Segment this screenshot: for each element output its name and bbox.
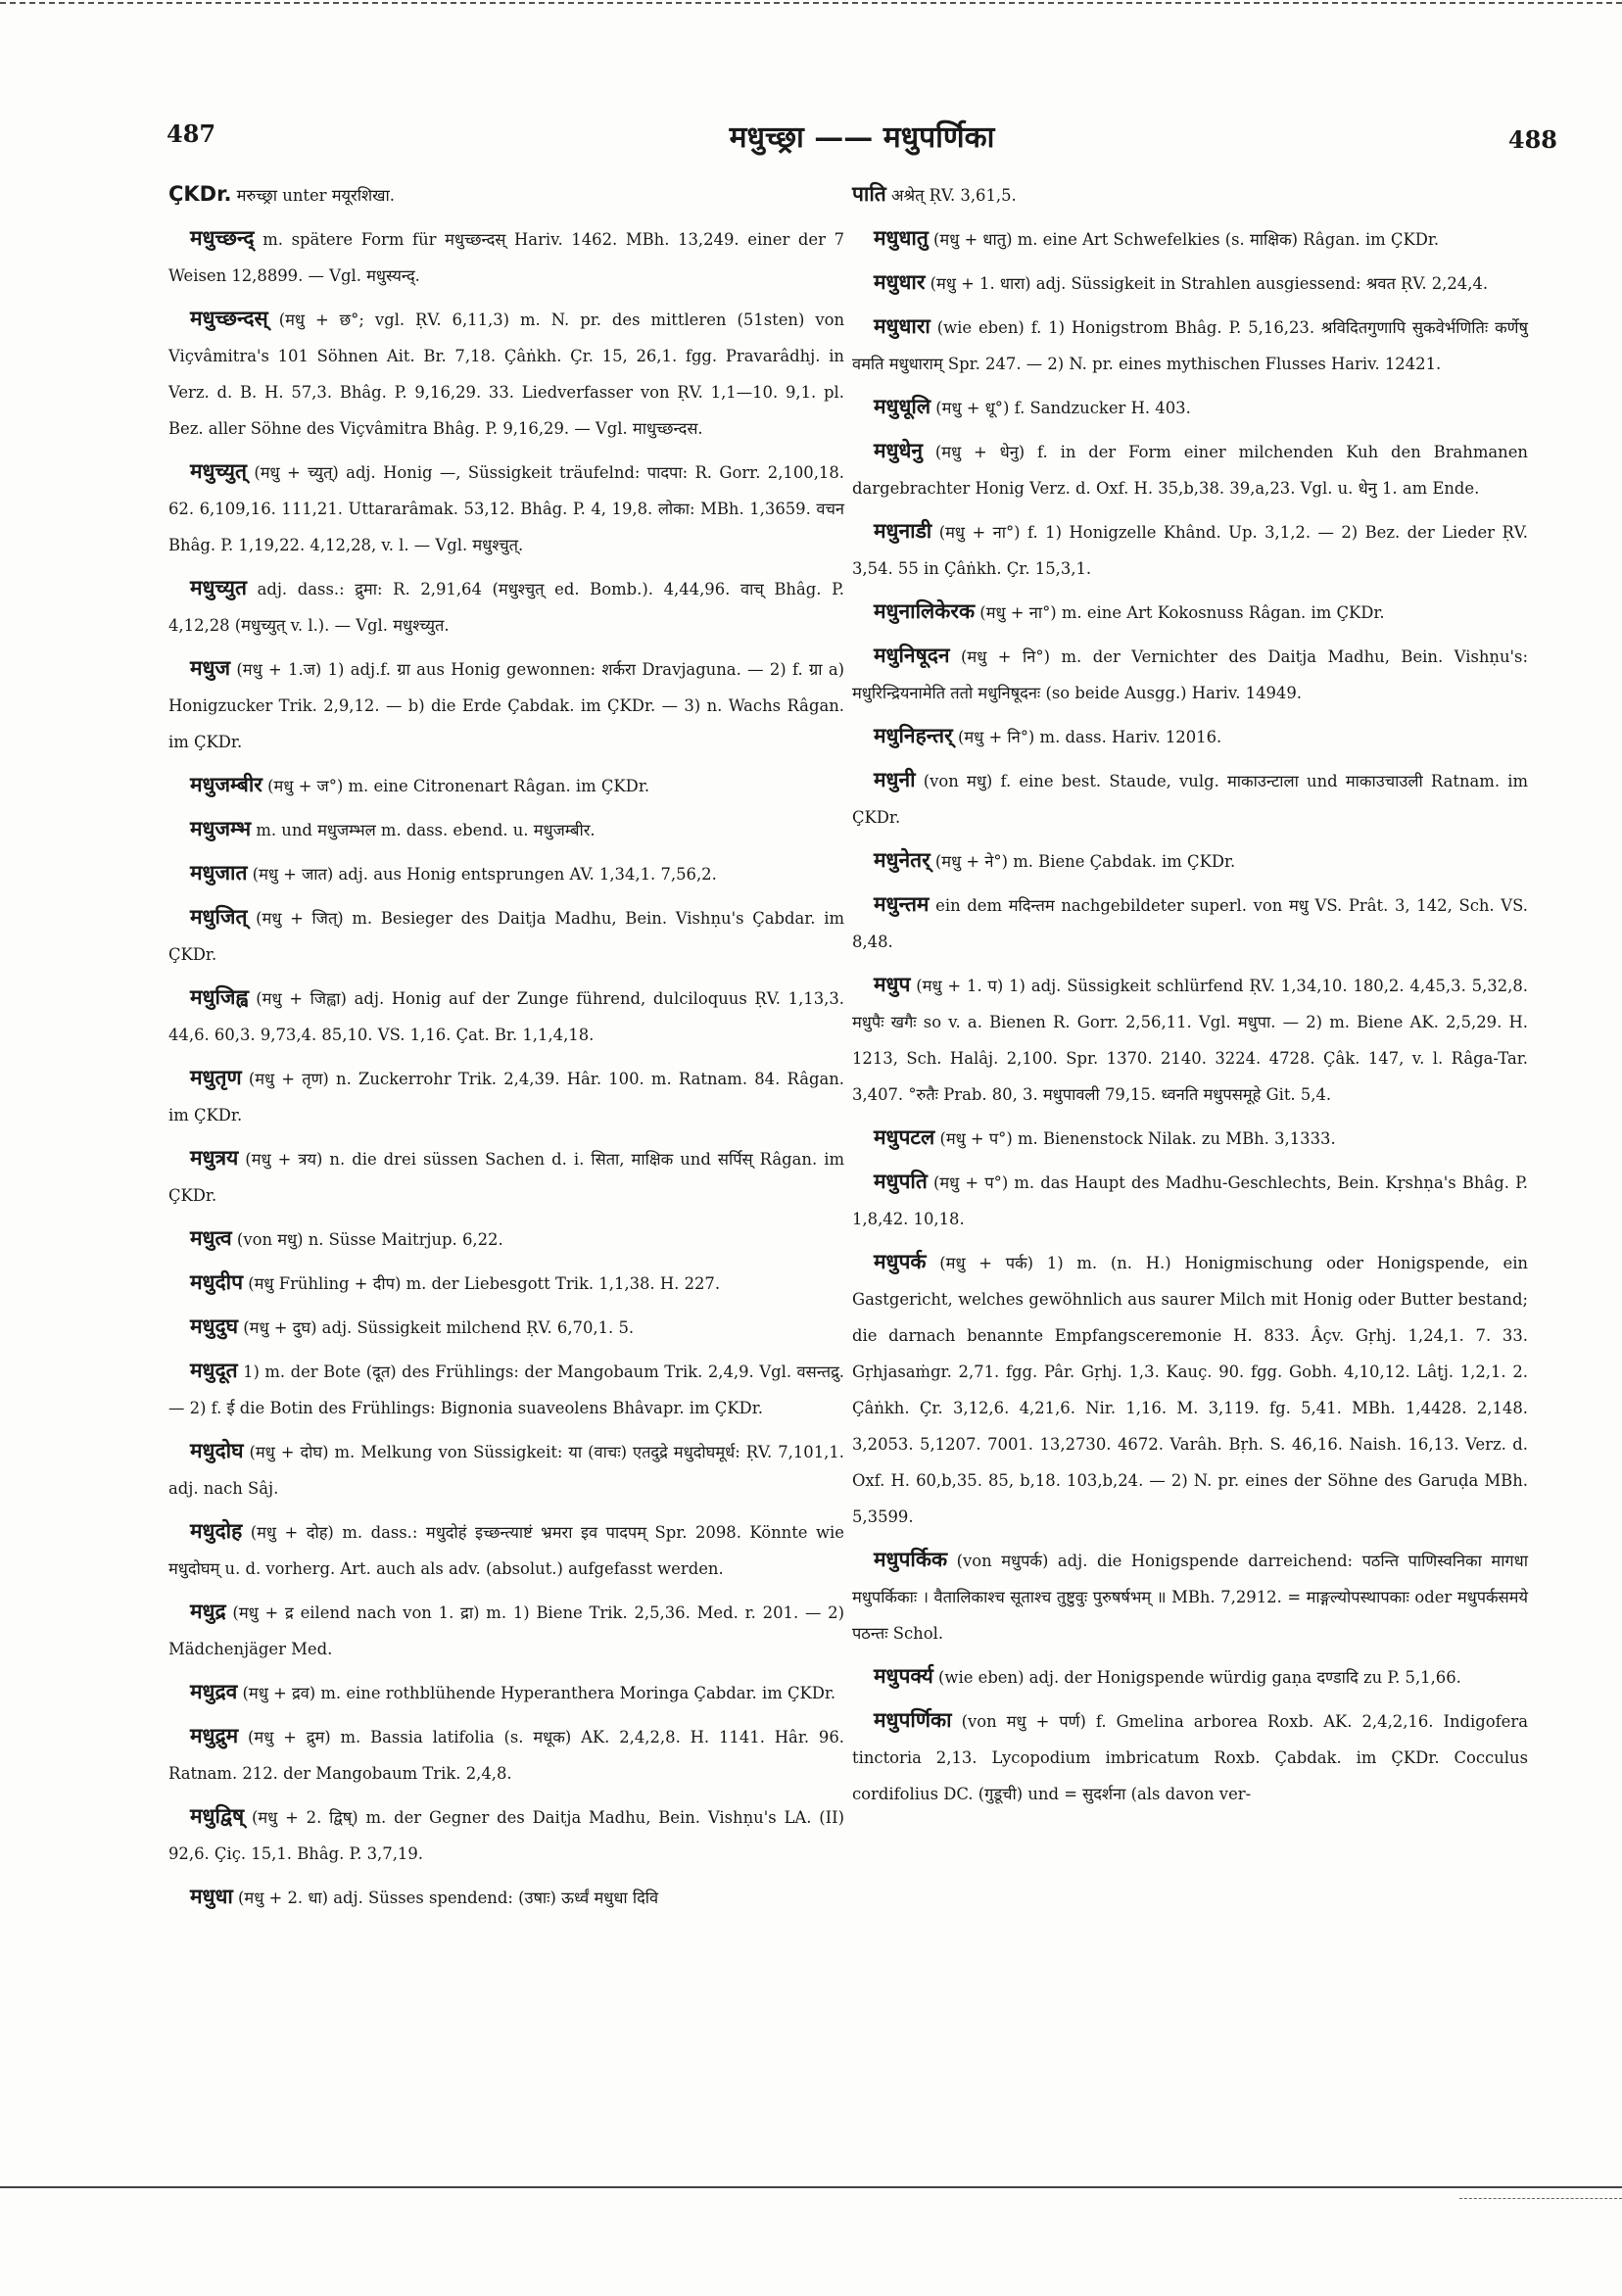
dictionary-entry (168, 1140, 844, 1214)
dictionary-entry (852, 842, 1528, 880)
dictionary-entry (852, 389, 1528, 426)
dictionary-entry (852, 638, 1528, 711)
dictionary-entry (168, 899, 844, 973)
dictionary-entry (168, 1513, 844, 1587)
dictionary-entry (168, 1674, 844, 1711)
entry-text: (मधु + द्र eilend nach von 1. द्रा) m. 1) Biene Trik. 2,5,36. Med. r. 201. — 2) Mädchenjäger Med. (168, 1603, 844, 1658)
entry-text: (मधु + तृण) n. Zuckerrohr Trik. 2,4,39. Hâr. 100. m. Ratnam. 84. Râgan. im ÇKDr. (168, 1070, 844, 1124)
entry-headword: मधुजम्भ (190, 817, 252, 840)
dictionary-entry (852, 594, 1528, 631)
entry-text: (मधु + द्रुम) m. Bassia latifolia (s. मधूक) AK. 2,4,2,8. H. 1141. Hâr. 96. Ratnam. 212. der Mangobaum Trik. 2,4,8. (168, 1728, 844, 1783)
dictionary-entry (168, 570, 844, 644)
entry-headword: मधुतृण (190, 1066, 242, 1089)
entry-headword: ÇKDr. (168, 182, 232, 206)
entry-text: (von मधुपर्क) adj. die Honigspende darreichend: पठन्ति पाणिस्वनिका मागधा मधुपर्किकाः । वैतालिकाश्च सूताश्च तुष्टुवुः पुरुषर्षभम् ॥ MBh. 7,2912. = माङ्गल्योपस्थापकाः oder मधुपर्कसमये पठन्तः Schol. (852, 1552, 1528, 1643)
entry-text: (मधु + 1. धारा) adj. Süssigkeit in Strahlen ausgiessend: श्रवत ṚV. 2,24,4. (925, 274, 1489, 293)
entry-text: (मधु + प°) m. das Haupt des Madhu-Geschlechts, Bein. Kṛshṇa's Bhâg. P. 1,8,42. 10,18. (852, 1173, 1528, 1228)
entry-text: (मधु + नि°) m. dass. Hariv. 12016. (952, 728, 1222, 746)
dictionary-entry (852, 967, 1528, 1113)
entry-headword: पाति (852, 182, 886, 206)
dictionary-entry (852, 513, 1528, 587)
page-number-left: 487 (167, 120, 216, 148)
entry-text: m. und मधुजम्भल m. dass. ebend. u. मधुजम्बीर. (251, 821, 596, 839)
entry-text: (मधु + छ°; vgl. ṚV. 6,11,3) m. N. pr. des mittleren (51sten) von Viçvâmitra's 101 Söhnen Ait. Br. 7,18. Çâṅkh. Çr. 15, 26,1. fgg. Pravarâdhj. in Verz. d. B. H. 57,3. Bhâg. P. 9,16,29. 33. Liedverfasser von ṚV. 1,1—10. 9,1. pl. Bez. aller Söhne des Viçvâmitra Bhâg. P. 9,16,29. — Vgl. माधुच्छन्दस. (168, 311, 844, 438)
dictionary-entry (852, 1164, 1528, 1237)
entry-headword: मधुधेनु (874, 439, 924, 462)
entry-headword: मधुदोह (190, 1519, 243, 1543)
dictionary-entry (852, 264, 1528, 302)
entry-headword: मधुपर्णिका (874, 1708, 952, 1732)
entry-text: (von मधु) n. Süsse Maitrjup. 6,22. (231, 1230, 503, 1249)
entry-headword: मधुप (874, 973, 911, 996)
dictionary-entry (168, 1353, 844, 1426)
entry-headword: मधुदूत (190, 1359, 238, 1382)
page-number-right: 488 (1507, 125, 1557, 154)
entry-text: (मधु + ने°) m. Biene Çabdak. im ÇKDr. (930, 852, 1236, 871)
dictionary-entry (852, 1658, 1528, 1696)
entry-text: (मधु + ज°) m. eine Citronenart Râgan. im ÇKDr. (262, 777, 650, 795)
entry-headword: मधुज (190, 656, 231, 680)
top-rule (0, 2, 1622, 6)
entry-headword: मधुजिह्व (190, 985, 249, 1009)
entry-text: m. spätere Form für मधुच्छन्दस् Hariv. 1462. MBh. 13,249. einer der 7 Weisen 12,8899. — Vgl. मधुस्यन्द्. (168, 230, 844, 285)
entry-headword: मधुनालिकेरक (874, 599, 976, 623)
entry-headword: मधुच्छन्दस् (190, 307, 268, 330)
entry-headword: मधुधातु (874, 226, 929, 250)
entry-headword: मधुनेतर् (874, 848, 930, 872)
entry-text: (मधु + धातु) m. eine Art Schwefelkies (s. माक्षिक) Râgan. im ÇKDr. (928, 230, 1440, 249)
entry-headword: मधुद्रुम (190, 1724, 239, 1747)
entry-text: (मधु Frühling + दीप) m. der Liebesgott Trik. 1,1,38. H. 227. (243, 1274, 721, 1293)
entry-headword: मधुनी (874, 768, 916, 791)
dictionary-entry (168, 301, 844, 447)
entry-text: (मधु + ना°) f. 1) Honigzelle Khând. Up. 3,1,2. — 2) Bez. der Lieder ṚV. 3,54. 55 in Çâṅkh. Çr. 15,3,1. (852, 523, 1528, 578)
entry-headword: मधुच्युत (190, 576, 247, 599)
entry-text: (मधु + जात) adj. aus Honig entsprungen AV. 1,34,1. 7,56,2. (247, 865, 717, 884)
dictionary-entry (168, 650, 844, 760)
dictionary-entry (168, 1594, 844, 1667)
entry-text: (मधु + 2. द्विष्) m. der Gegner des Daitja Madhu, Bein. Vishṇu's LA. (II) 92,6. Çiç. 15,1. Bhâg. P. 3,7,19. (168, 1808, 844, 1863)
dictionary-entry (168, 767, 844, 804)
dictionary-entry (168, 1718, 844, 1792)
entry-text: (von मधु) f. eine best. Staude, vulg. माकाउन्टाला und माकाउचाउली Ratnam. im ÇKDr. (852, 772, 1528, 827)
entry-text: ein dem मदिन्तम nachgebildeter superl. von मधु VS. Prât. 3, 142, Sch. VS. 8,48. (852, 896, 1528, 951)
dictionary-entry (168, 1060, 844, 1133)
entry-text: (मधु + च्युत्) adj. Honig —, Süssigkeit träufelnd: पादपा: R. Gorr. 2,100,18. 62. 6,109,16. 111,21. Uttararâmak. 53,12. Bhâg. P. 4, 19,8. लोका: MBh. 1,3659. वचन Bhâg. P. 1,19,22. 4,12,28, v. l. — Vgl. मधुश्चुत्. (168, 463, 844, 554)
entry-text: (मधु + पर्क) 1) m. (n. H.) Honigmischung oder Honigspende, ein Gastgericht, welches gewöhnlich aus saurer Milch mit Honig oder Butter bestand; die darnach benannte Empfangsceremonie H. 833. Âçv. Gṛhj. 1,24,1. 7. 33. Gṛhjasaṁgr. 2,71. fgg. Pâr. Gṛhj. 1,3. Kauç. 90. fgg. Gobh. 4,10,12. Lâṭj. 1,2,1. 2. Çâṅkh. Çr. 3,12,6. 4,21,6. Nir. 1,16. M. 3,119. fg. 5,41. MBh. 1,4428. 2,148. 3,2053. 5,1207. 7001. 13,2730. 4672. Varâh. Bṛh. S. 46,16. Naish. 16,13. Verz. d. Oxf. H. 60,b,35. 85, b,18. 103,b,24. — 2) N. pr. eines der Söhne des Garuḍa MBh. 5,3599. (852, 1254, 1528, 1526)
entry-headword: मधुधार (874, 270, 926, 294)
dictionary-entry (168, 220, 844, 294)
entry-headword: मधुपटल (874, 1125, 935, 1149)
dictionary-entry (852, 309, 1528, 382)
dictionary-entry (168, 1309, 844, 1346)
dictionary-entry (852, 220, 1528, 258)
right-column (852, 176, 1528, 1819)
entry-text: (von मधु + पर्ण) f. Gmelina arborea Roxb. AK. 2,4,2,16. Indigofera tinctoria 2,13. Lycopodium imbricatum Roxb. Çabdak. im ÇKDr. Cocculus cordifolius DC. (गुडूची) und = सुदर्शना (als davon ver- (852, 1712, 1528, 1803)
bottom-rule (0, 2186, 1622, 2190)
left-column (168, 176, 844, 1923)
running-head: मधुच्छ्रा —— मधुपर्णिका (729, 120, 995, 155)
entry-headword: मधुदोघ (190, 1439, 244, 1462)
entry-text: (मधु + नि°) m. der Vernichter des Daitja Madhu, Bein. Vishṇu's: मधुरिन्द्रियनामेति ततो मधुनिषूदनः (so beide Ausgg.) Hariv. 14949. (852, 647, 1528, 702)
dictionary-entry (168, 980, 844, 1053)
dictionary-entry (852, 1702, 1528, 1812)
dictionary-entry (852, 1120, 1528, 1157)
dictionary-entry (168, 1220, 844, 1258)
entry-text: (wie eben) adj. der Honigspende würdig gaṇa दण्डादि zu P. 5,1,66. (932, 1668, 1461, 1687)
entry-headword: मधुपर्क (874, 1250, 927, 1273)
entry-text: (मधु + धू°) f. Sandzucker H. 403. (930, 399, 1191, 417)
entry-headword: मधुत्व (190, 1226, 232, 1250)
entry-headword: मधुन्तम (874, 892, 930, 916)
entry-headword: मधुजित् (190, 905, 248, 929)
entry-headword: मधुच्युत् (190, 459, 247, 483)
entry-text: (मधु + धेनु) f. in der Form einer milchenden Kuh den Brahmanen dargebrachter Honig Verz. d. Oxf. H. 35,b,38. 39,a,23. Vgl. u. धेनु 1. am Ende. (852, 443, 1528, 498)
dictionary-entry (168, 1879, 844, 1916)
entry-headword: मधुनिषूदन (874, 644, 950, 667)
dictionary-entry (852, 176, 1528, 214)
dictionary-entry (168, 855, 844, 892)
entry-headword: मधुत्रय (190, 1146, 239, 1170)
dictionary-entry (852, 762, 1528, 836)
dictionary-entry (168, 1433, 844, 1507)
entry-text: (मधु + प°) m. Bienenstock Nilak. zu MBh. 3,1333. (934, 1129, 1336, 1148)
entry-text: (मधु + ना°) m. eine Art Kokosnuss Râgan. im ÇKDr. (975, 603, 1385, 622)
entry-text: adj. dass.: द्रुमा: R. 2,91,64 (मधुश्चुत् ed. Bomb.). 4,44,96. वाच् Bhâg. P. 4,12,28 (मधुच्युत् v. l.). — Vgl. मधुश्च्युत. (168, 580, 844, 635)
dictionary-entry (168, 176, 844, 214)
entry-text: (मधु + दोह) m. dass.: मधुदोहं इच्छन्त्याष्टं भ्रमरा इव पादपम् Spr. 2098. Könnte wie मधुदोघम् u. d. vorherg. Art. auch als adv. (absolut.) aufgefasst werden. (168, 1523, 844, 1578)
entry-text: (wie eben) f. 1) Honigstrom Bhâg. P. 5,16,23. श्रविदितगुणापि सुकवेर्भणितिः कर्णेषु वमति मधुधाराम् Spr. 247. — 2) N. pr. eines mythischen Flusses Hariv. 12421. (852, 318, 1528, 373)
entry-text: (मधु + द्रव) m. eine rothblühende Hyperanthera Moringa Çabdar. im ÇKDr. (237, 1684, 836, 1702)
dictionary-entry (852, 886, 1528, 960)
entry-text: (मधु + दुघ) adj. Süssigkeit milchend ṚV. 6,70,1. 5. (238, 1318, 635, 1337)
entry-text: अश्रेत् ṚV. 3,61,5. (885, 186, 1017, 205)
dictionary-entry (852, 1244, 1528, 1535)
entry-text: (मधु + जिह्वा) adj. Honig auf der Zunge führend, dulciloquus ṚV. 1,13,3. 44,6. 60,3. 9,73,4. 85,10. VS. 1,16. Çat. Br. 1,1,4,18. (168, 989, 844, 1044)
entry-headword: मधुपर्क्य (874, 1664, 933, 1688)
dictionary-entry (852, 1542, 1528, 1651)
entry-headword: मधुजात (190, 861, 248, 885)
entry-headword: मधुद्विष् (190, 1804, 245, 1828)
dictionary-entry (852, 433, 1528, 506)
entry-headword: मधुजम्बीर (190, 773, 262, 796)
entry-text: मरुच्छ्रा unter मयूरशिखा. (231, 186, 395, 205)
entry-headword: मधुच्छन्द् (190, 226, 255, 250)
entry-text: (मधु + जित्) m. Besieger des Daitja Madhu, Bein. Vishṇu's Çabdar. im ÇKDr. (168, 909, 844, 964)
entry-text: (मधु + 1.ज) 1) adj.f. ग्रा aus Honig gewonnen: शर्करा Dravjaguna. — 2) f. ग्रा a) Honigzucker Trik. 2,9,12. — b) die Erde Çabdak. im ÇKDr. — 3) n. Wachs Râgan. im ÇKDr. (168, 660, 844, 751)
entry-text: (मधु + त्रय) n. die drei süssen Sachen d. i. सिता, माक्षिक und सर्पिस् Râgan. im ÇKDr. (168, 1150, 844, 1205)
page-header (167, 116, 1557, 165)
entry-headword: मधुदीप (190, 1270, 243, 1294)
entry-text: (मधु + 2. धा) adj. Süsses spendend: (उषाः) ऊर्ध्वं मधुधा दिवि (232, 1889, 659, 1907)
entry-headword: मधुदुघ (190, 1315, 239, 1338)
entry-headword: मधुनाडी (874, 519, 932, 543)
dictionary-entry (168, 1265, 844, 1302)
entry-headword: मधुद्रव (190, 1680, 238, 1703)
dictionary-entry (168, 1798, 844, 1872)
entry-headword: मधुधा (190, 1885, 233, 1908)
dictionary-entry (852, 718, 1528, 755)
entry-text: 1) m. der Bote (दूत) des Frühlings: der Mangobaum Trik. 2,4,9. Vgl. वसन्तद्रु. — 2) f. ई die Botin des Frühlings: Bignonia suaveolens Bhâvapr. im ÇKDr. (168, 1363, 844, 1417)
entry-text: (मधु + 1. प) 1) adj. Süssigkeit schlürfend ṚV. 1,34,10. 180,2. 4,45,3. 5,32,8. मधुपैः खगैः so v. a. Bienen R. Gorr. 2,56,11. Vgl. मधुपा. — 2) m. Biene AK. 2,5,29. H. 1213, Sch. Halâj. 2,100. Spr. 1370. 2140. 3224. 4728. Çâk. 147, v. l. Râga-Tar. 3,407. °रुतैः Prab. 80, 3. मधुपावली 79,15. ध्वनति मधुपसमूहे Git. 5,4. (852, 977, 1528, 1104)
entry-headword: मधुपर्किक (874, 1548, 948, 1571)
bottom-rule-dashed (1459, 2198, 1622, 2200)
entry-headword: मधुपति (874, 1170, 928, 1193)
entry-headword: मधुधूलि (874, 395, 931, 418)
entry-text: (मधु + दोघ) m. Melkung von Süssigkeit: या (वाचः) एतदुद्रे मधुदोघमूर्ध: ṚV. 7,101,1. adj. nach Sâj. (168, 1443, 844, 1498)
entry-headword: मधुधारा (874, 314, 930, 338)
entry-headword: मधुद्र (190, 1600, 226, 1623)
dictionary-entry (168, 811, 844, 848)
dictionary-entry (168, 454, 844, 563)
entry-headword: मधुनिहन्तर् (874, 724, 953, 747)
